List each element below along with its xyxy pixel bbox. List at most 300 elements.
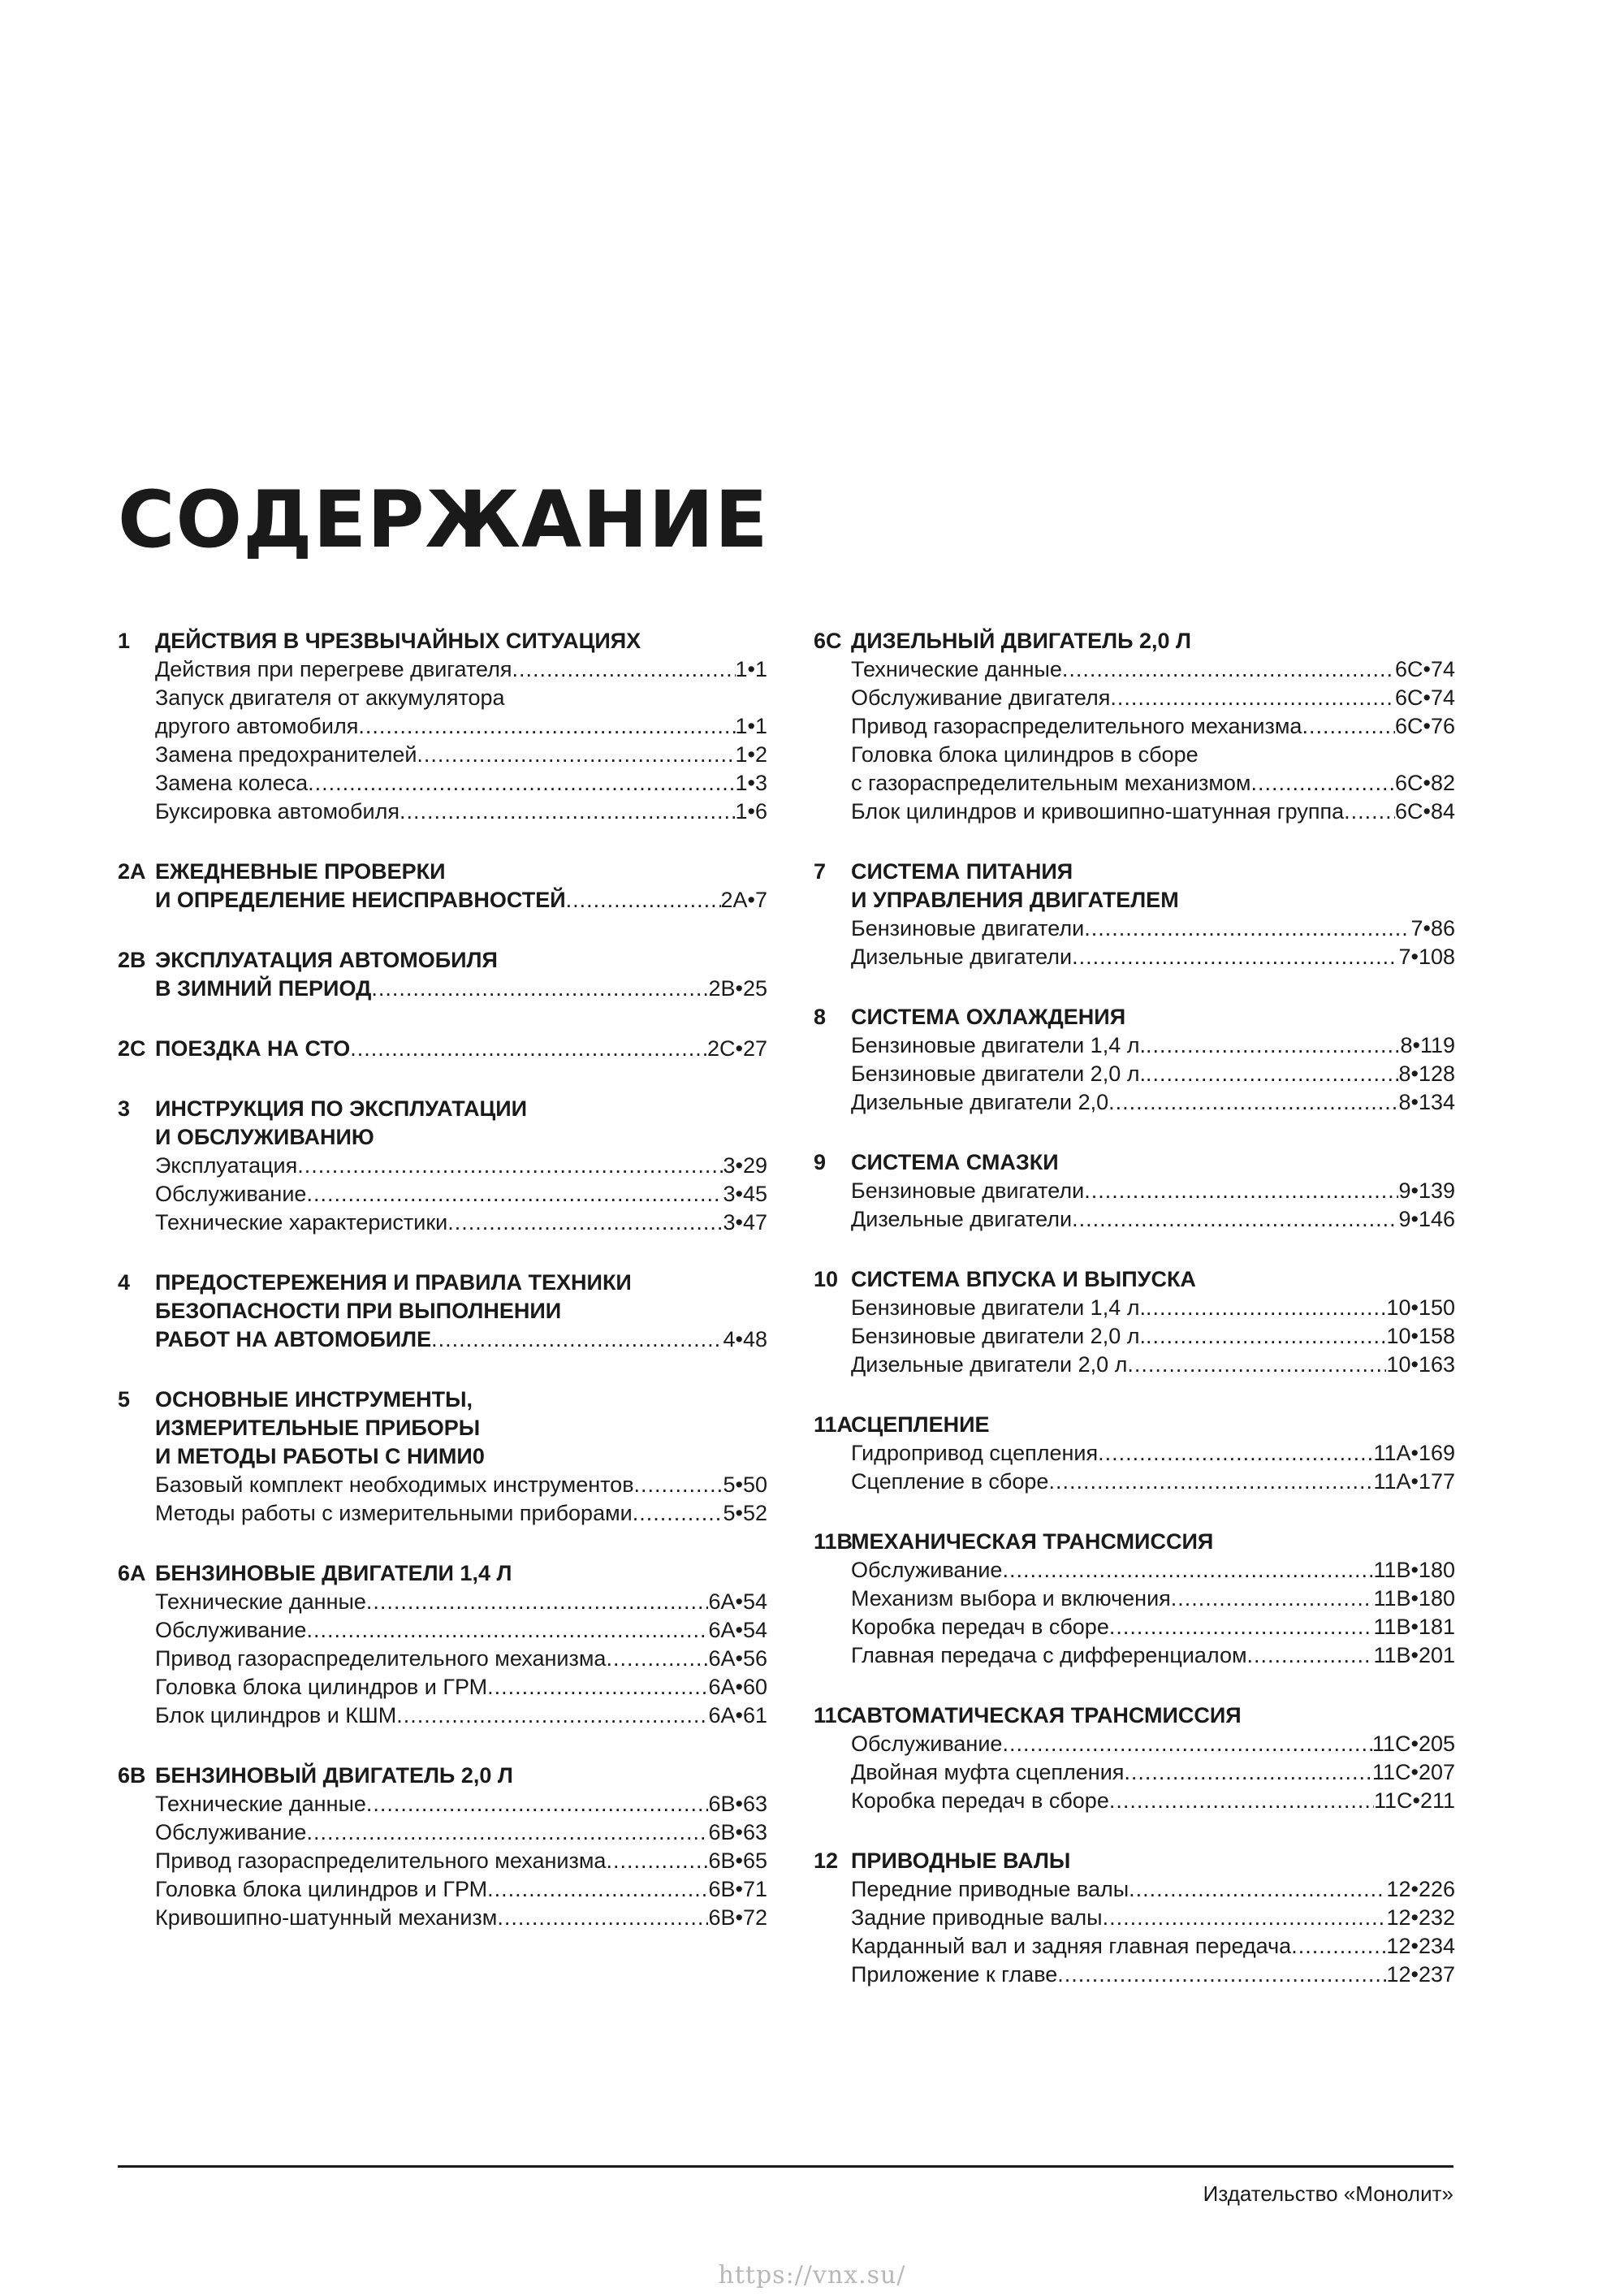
entry-label: Дизельные двигатели 2,0 л xyxy=(851,1352,1128,1377)
section-title-line: ЭКСПЛУАТАЦИЯ АВТОМОБИЛЯ xyxy=(155,948,498,972)
section-number: 6C xyxy=(814,629,842,653)
entry-label: Дизельные двигатели xyxy=(851,945,1073,969)
toc-entry xyxy=(155,769,767,798)
page-number: 3•29 xyxy=(723,1153,767,1178)
page-number: 4•48 xyxy=(723,1327,767,1351)
section-heading xyxy=(814,1148,1455,1177)
section-heading xyxy=(814,1701,1455,1730)
dot-leader xyxy=(1002,1730,1372,1758)
entry-label: Технические данные xyxy=(155,1792,366,1816)
section-title-line: И ОПРЕДЕЛЕНИЕ НЕИСПРАВНОСТЕЙ xyxy=(155,888,566,912)
section-title-line: БЕНЗИНОВЫЙ ДВИГАТЕЛЬ 2,0 Л xyxy=(155,1763,513,1788)
dot-leader xyxy=(1072,943,1398,971)
entry-label: Головка блока цилиндров и ГРМ xyxy=(155,1877,488,1901)
toc-entry xyxy=(851,1205,1455,1234)
toc-left-column xyxy=(118,627,767,1964)
section-title-line: ПРИВОДНЫЕ ВАЛЫ xyxy=(851,1848,1071,1873)
toc-entry xyxy=(851,1031,1455,1060)
entry-label: Бензиновые двигатели 2,0 л. xyxy=(851,1324,1146,1348)
dot-leader xyxy=(1048,1468,1373,1496)
page-number: 12•226 xyxy=(1386,1877,1455,1901)
toc-section xyxy=(118,1269,767,1354)
dot-leader xyxy=(1247,1641,1374,1670)
toc-section xyxy=(118,1559,767,1730)
toc-section xyxy=(814,858,1455,971)
entry-label: Кривошипно-шатунный механизм xyxy=(155,1905,498,1930)
dot-leader xyxy=(634,1471,723,1499)
page-number: 6B•72 xyxy=(708,1905,767,1930)
dot-leader xyxy=(431,1325,723,1354)
dot-leader xyxy=(400,798,736,826)
section-heading xyxy=(118,1269,767,1354)
page-number: 6B•63 xyxy=(708,1820,767,1844)
section-heading xyxy=(814,1528,1455,1556)
page-number: 12•234 xyxy=(1386,1934,1455,1958)
entry-label: Обслуживание xyxy=(851,1558,1003,1582)
section-heading xyxy=(814,1265,1455,1294)
toc-entry xyxy=(155,1180,767,1209)
dot-leader xyxy=(1110,684,1395,712)
dot-leader xyxy=(417,741,735,769)
section-heading xyxy=(118,1762,767,1790)
dot-leader xyxy=(1146,1294,1386,1322)
dot-leader xyxy=(1108,1088,1398,1117)
entry-label: Двойная муфта сцепления xyxy=(851,1760,1125,1784)
toc-section xyxy=(118,627,767,826)
page-number: 1•1 xyxy=(735,714,767,738)
toc-entry xyxy=(851,1875,1455,1904)
toc-entry xyxy=(155,1673,767,1701)
dot-leader xyxy=(366,1588,709,1616)
section-number: 2A xyxy=(118,859,146,884)
toc-entry xyxy=(155,1616,767,1645)
entry-label: Обслуживание xyxy=(155,1182,307,1206)
toc-entry xyxy=(851,943,1455,971)
page-number: 1•3 xyxy=(735,771,767,795)
page-number: 10•150 xyxy=(1386,1295,1455,1320)
page-number: 1•6 xyxy=(735,799,767,824)
section-title-line: СЦЕПЛЕНИЕ xyxy=(851,1412,990,1437)
toc-section xyxy=(814,1003,1455,1117)
entry-list xyxy=(118,1471,767,1528)
entry-label: Сцепление в сборе xyxy=(851,1469,1049,1494)
dot-leader xyxy=(1002,1556,1373,1585)
page-number: 6A•54 xyxy=(708,1618,767,1642)
toc-entry xyxy=(155,1152,767,1180)
page-number: 6A•54 xyxy=(708,1589,767,1614)
entry-label: Бензиновые двигатели 1,4 л. xyxy=(851,1295,1146,1320)
entry-label: Передние приводные валы xyxy=(851,1877,1129,1901)
entry-label: Головка блока цилиндров в сборе xyxy=(851,742,1199,767)
section-title-line: БЕНЗИНОВЫЕ ДВИГАТЕЛИ 1,4 Л xyxy=(155,1561,512,1585)
toc-entry xyxy=(155,1701,767,1730)
page-number: 7•108 xyxy=(1398,945,1455,969)
toc-entry xyxy=(851,1351,1455,1379)
section-title-line: СИСТЕМА ОХЛАЖДЕНИЯ xyxy=(851,1005,1126,1029)
page-number: 8•119 xyxy=(1400,1033,1455,1057)
page-number: 11A•169 xyxy=(1373,1441,1455,1465)
entry-label: Бензиновые двигатели 2,0 л. xyxy=(851,1062,1146,1086)
toc-entry xyxy=(851,1932,1455,1961)
entry-list xyxy=(814,1439,1455,1496)
toc-entry xyxy=(851,1060,1455,1088)
dot-leader xyxy=(566,886,721,915)
toc-entry xyxy=(851,1322,1455,1351)
entry-label: Эксплуатация xyxy=(155,1153,298,1178)
entry-label: Коробка передач в сборе xyxy=(851,1615,1109,1639)
toc-section xyxy=(118,1095,767,1237)
dot-leader xyxy=(1302,712,1395,741)
section-title-line: ИЗМЕРИТЕЛЬНЫЕ ПРИБОРЫ xyxy=(155,1416,481,1440)
section-number: 11B xyxy=(814,1529,853,1554)
section-title-line: ЕЖЕДНЕВНЫЕ ПРОВЕРКИ xyxy=(155,859,446,884)
dot-leader xyxy=(447,1209,723,1237)
toc-entry xyxy=(851,1904,1455,1932)
section-title-line: ПОЕЗДКА НА СТО xyxy=(155,1036,351,1061)
toc-entry xyxy=(851,1787,1455,1815)
section-title-line: АВТОМАТИЧЕСКАЯ ТРАНСМИССИЯ xyxy=(851,1703,1242,1727)
section-heading xyxy=(118,858,767,915)
entry-list xyxy=(118,655,767,826)
dot-leader xyxy=(487,1673,708,1701)
toc-entry xyxy=(155,1499,767,1528)
entry-label: с газораспределительным механизмом xyxy=(851,771,1251,795)
dot-leader xyxy=(1109,1787,1374,1815)
page-number: 6C•74 xyxy=(1395,657,1455,681)
entry-label: Технические данные xyxy=(155,1589,366,1614)
entry-label: Замена колеса xyxy=(155,771,309,795)
dot-leader xyxy=(1250,769,1395,798)
page-number: 11B•180 xyxy=(1373,1558,1455,1582)
section-number: 8 xyxy=(814,1005,827,1029)
dot-leader xyxy=(1127,1351,1386,1379)
page-number: 2C•27 xyxy=(707,1036,767,1061)
entry-label: Головка блока цилиндров и ГРМ xyxy=(155,1675,488,1699)
toc-entry xyxy=(851,1730,1455,1758)
dot-leader xyxy=(1084,915,1410,943)
section-title-line: СИСТЕМА ВПУСКА И ВЫПУСКА xyxy=(851,1267,1196,1291)
section-heading xyxy=(118,627,767,655)
page-number: 5•52 xyxy=(723,1501,767,1525)
dot-leader xyxy=(308,769,735,798)
dot-leader xyxy=(512,655,736,684)
dot-leader xyxy=(1098,1439,1373,1468)
entry-list xyxy=(814,915,1455,971)
dot-leader xyxy=(606,1645,708,1673)
entry-label: Дизельные двигатели 2,0 xyxy=(851,1090,1109,1114)
section-heading xyxy=(118,1035,767,1063)
toc-section xyxy=(814,1847,1455,1989)
toc-section xyxy=(814,1148,1455,1234)
entry-list xyxy=(814,1294,1455,1379)
toc-section xyxy=(118,1386,767,1528)
entry-list xyxy=(814,655,1455,826)
toc-entry xyxy=(155,741,767,769)
section-heading xyxy=(118,1095,767,1152)
dot-leader xyxy=(350,1035,707,1063)
entry-label: Действия при перегреве двигателя xyxy=(155,657,512,681)
entry-label: Замена предохранителей xyxy=(155,742,417,767)
entry-label: Механизм выбора и включения xyxy=(851,1586,1171,1611)
entry-label: Бензиновые двигатели xyxy=(851,916,1085,940)
dot-leader xyxy=(1103,1904,1387,1932)
entry-label: Гидропривод сцепления xyxy=(851,1441,1099,1465)
page-number: 2A•7 xyxy=(720,888,767,912)
dot-leader xyxy=(358,712,735,741)
section-number: 2B xyxy=(118,948,146,972)
toc-entry xyxy=(155,798,767,826)
toc-entry xyxy=(155,1790,767,1818)
dot-leader xyxy=(606,1847,708,1875)
toc-entry xyxy=(155,1209,767,1237)
section-heading xyxy=(118,1386,767,1471)
toc-section xyxy=(118,1035,767,1063)
section-title-line: ОСНОВНЫЕ ИНСТРУМЕНТЫ, xyxy=(155,1387,473,1412)
page-number: 11B•180 xyxy=(1373,1586,1455,1611)
section-heading xyxy=(814,1411,1455,1439)
page-number: 3•45 xyxy=(723,1182,767,1206)
entry-label: другого автомобиля xyxy=(155,714,359,738)
entry-label: Буксировка автомобиля xyxy=(155,799,400,824)
toc-entry xyxy=(155,1588,767,1616)
entry-label: Базовый комплект необходимых инструментов xyxy=(155,1472,634,1497)
dot-leader xyxy=(1062,655,1395,684)
dot-leader xyxy=(1291,1932,1386,1961)
toc-entry xyxy=(851,1088,1455,1117)
entry-label: Привод газораспределительного механизма xyxy=(851,714,1302,738)
toc-entry xyxy=(851,798,1455,826)
section-title-line: В ЗИМНИЙ ПЕРИОД xyxy=(155,976,372,1001)
entry-list xyxy=(814,1875,1455,1989)
dot-leader xyxy=(487,1875,708,1904)
footer-divider xyxy=(118,2165,1453,2168)
entry-label: Методы работы с измерительными приборами xyxy=(155,1501,633,1525)
entry-label: Привод газораспределительного механизма xyxy=(155,1646,607,1671)
entry-list xyxy=(118,1588,767,1730)
toc-entry xyxy=(851,1177,1455,1205)
dot-leader xyxy=(497,1904,708,1932)
page-number: 11B•201 xyxy=(1373,1643,1455,1667)
toc-entry xyxy=(851,1758,1455,1787)
page-number: 3•47 xyxy=(723,1210,767,1234)
page-number: 1•1 xyxy=(735,657,767,681)
section-title-line: ПРЕДОСТЕРЕЖЕНИЯ И ПРАВИЛА ТЕХНИКИ xyxy=(155,1270,632,1295)
toc-entry xyxy=(851,769,1455,798)
section-heading xyxy=(814,627,1455,655)
page-number: 6C•74 xyxy=(1395,685,1455,710)
section-number: 11C xyxy=(814,1703,853,1727)
toc-entry xyxy=(155,712,767,741)
toc-section xyxy=(814,1528,1455,1670)
page-number: 8•128 xyxy=(1398,1062,1455,1086)
section-number: 6B xyxy=(118,1763,146,1788)
entry-label: Технические характеристики xyxy=(155,1210,448,1234)
entry-label: Главная передача с дифференциалом xyxy=(851,1643,1247,1667)
section-heading xyxy=(118,1559,767,1588)
toc-entry xyxy=(155,1645,767,1673)
toc-section xyxy=(118,858,767,915)
page-number: 12•237 xyxy=(1386,1962,1455,1987)
entry-list xyxy=(118,1152,767,1237)
toc-entry xyxy=(155,655,767,684)
entry-label: Обслуживание xyxy=(155,1618,307,1642)
toc-section xyxy=(814,1701,1455,1815)
section-title-line: СИСТЕМА СМАЗКИ xyxy=(851,1150,1059,1174)
dot-leader xyxy=(1109,1613,1374,1641)
entry-label: Бензиновые двигатели 1,4 л. xyxy=(851,1033,1146,1057)
watermark-url: https://vnx.su/ xyxy=(718,2261,906,2290)
dot-leader xyxy=(1129,1875,1386,1904)
entry-list xyxy=(814,1556,1455,1670)
entry-label: Бензиновые двигатели xyxy=(851,1178,1085,1203)
entry-label: Обслуживание xyxy=(851,1732,1003,1756)
entry-label: Дизельные двигатели xyxy=(851,1207,1073,1231)
section-heading xyxy=(814,1003,1455,1031)
dot-leader xyxy=(633,1499,723,1528)
entry-label: Технические данные xyxy=(851,657,1062,681)
page-number: 11C•211 xyxy=(1373,1788,1455,1813)
page-title: СОДЕРЖАНИЕ xyxy=(118,474,769,565)
toc-section xyxy=(118,1762,767,1932)
toc-right-column xyxy=(814,627,1455,2021)
page-number: 11B•181 xyxy=(1373,1615,1455,1639)
section-heading xyxy=(118,946,767,1003)
section-number: 1 xyxy=(118,629,131,653)
toc-entry xyxy=(851,684,1455,712)
page-number: 6C•82 xyxy=(1395,771,1455,795)
toc-entry xyxy=(851,1641,1455,1670)
dot-leader xyxy=(306,1180,723,1209)
page-number: 10•163 xyxy=(1386,1352,1455,1377)
dot-leader xyxy=(371,975,708,1003)
page-number: 6A•56 xyxy=(708,1646,767,1671)
entry-label: Запуск двигателя от аккумулятора xyxy=(155,685,505,710)
toc-entry xyxy=(155,1875,767,1904)
dot-leader xyxy=(1344,798,1395,826)
toc-entry xyxy=(851,915,1455,943)
entry-label: Карданный вал и задняя главная передача xyxy=(851,1934,1292,1958)
section-title-line: И МЕТОДЫ РАБОТЫ С НИМИ0 xyxy=(155,1444,485,1468)
page-number: 6B•71 xyxy=(708,1877,767,1901)
entry-label: Обслуживание xyxy=(155,1820,307,1844)
dot-leader xyxy=(1057,1961,1386,1989)
entry-list xyxy=(814,1177,1455,1234)
page-number: 11C•207 xyxy=(1371,1760,1455,1784)
toc-entry xyxy=(155,1847,767,1875)
section-title-line: РАБОТ НА АВТОМОБИЛЕ xyxy=(155,1327,432,1351)
dot-leader xyxy=(1072,1205,1398,1234)
section-number: 2C xyxy=(118,1036,146,1061)
section-title-line: ДИЗЕЛЬНЫЙ ДВИГАТЕЛЬ 2,0 Л xyxy=(851,629,1191,653)
page-number: 8•134 xyxy=(1398,1090,1455,1114)
toc-entry xyxy=(155,684,767,712)
toc-entry xyxy=(851,1961,1455,1989)
section-title-line: И ОБСЛУЖИВАНИЮ xyxy=(155,1125,374,1149)
toc-entry xyxy=(155,1471,767,1499)
section-title-line: ИНСТРУКЦИЯ ПО ЭКСПЛУАТАЦИИ xyxy=(155,1096,528,1121)
dot-leader xyxy=(306,1818,708,1847)
section-title-line: ДЕЙСТВИЯ В ЧРЕЗВЫЧАЙНЫХ СИТУАЦИЯХ xyxy=(155,629,641,653)
toc-entry xyxy=(851,1556,1455,1585)
toc-section xyxy=(118,946,767,1003)
page-number: 11C•205 xyxy=(1371,1732,1455,1756)
dot-leader xyxy=(306,1616,708,1645)
dot-leader xyxy=(1124,1758,1372,1787)
section-title-line: И УПРАВЛЕНИЯ ДВИГАТЕЛЕМ xyxy=(851,888,1179,912)
toc-entry xyxy=(851,1294,1455,1322)
publisher-name: Издательство «Монолит» xyxy=(1203,2181,1453,2206)
toc-entry xyxy=(851,741,1455,769)
dot-leader xyxy=(366,1790,709,1818)
section-number: 6A xyxy=(118,1561,146,1585)
toc-entry xyxy=(851,712,1455,741)
toc-section xyxy=(814,627,1455,826)
toc-section xyxy=(814,1265,1455,1379)
entry-label: Задние приводные валы xyxy=(851,1905,1103,1930)
page-number: 6A•61 xyxy=(708,1703,767,1727)
entry-label: Привод газораспределительного механизма xyxy=(155,1848,607,1873)
page-number: 2B•25 xyxy=(708,976,767,1001)
entry-list xyxy=(814,1031,1455,1117)
toc-entry xyxy=(851,1613,1455,1641)
toc-entry xyxy=(851,1585,1455,1613)
section-number: 9 xyxy=(814,1150,827,1174)
section-heading xyxy=(814,858,1455,915)
page-number: 6C•84 xyxy=(1395,799,1455,824)
page-number: 6B•63 xyxy=(708,1792,767,1816)
entry-list xyxy=(118,1790,767,1932)
entry-label: Обслуживание двигателя xyxy=(851,685,1111,710)
entry-label: Приложение к главе xyxy=(851,1962,1058,1987)
toc-entry xyxy=(155,1818,767,1847)
section-title-line: МЕХАНИЧЕСКАЯ ТРАНСМИССИЯ xyxy=(851,1529,1214,1554)
section-number: 11A xyxy=(814,1412,853,1437)
section-number: 12 xyxy=(814,1848,839,1873)
section-number: 4 xyxy=(118,1270,131,1295)
section-number: 3 xyxy=(118,1096,131,1121)
dot-leader xyxy=(1146,1322,1386,1351)
page-number: 5•50 xyxy=(723,1472,767,1497)
dot-leader xyxy=(1171,1585,1374,1613)
toc-section xyxy=(814,1411,1455,1496)
section-heading xyxy=(814,1847,1455,1875)
page-number: 7•86 xyxy=(1410,916,1455,940)
page-number: 9•146 xyxy=(1398,1207,1455,1231)
page-number: 6A•60 xyxy=(708,1675,767,1699)
page-number: 12•232 xyxy=(1386,1905,1455,1930)
toc-entry xyxy=(155,1904,767,1932)
page-number: 1•2 xyxy=(735,742,767,767)
dot-leader xyxy=(297,1152,723,1180)
section-title-line: БЕЗОПАСНОСТИ ПРИ ВЫПОЛНЕНИИ xyxy=(155,1299,562,1323)
section-number: 7 xyxy=(814,859,827,884)
dot-leader xyxy=(1084,1177,1398,1205)
section-number: 10 xyxy=(814,1267,839,1291)
section-title-line: СИСТЕМА ПИТАНИЯ xyxy=(851,859,1073,884)
toc-entry xyxy=(851,1468,1455,1496)
toc-entry xyxy=(851,1439,1455,1468)
section-number: 5 xyxy=(118,1387,131,1412)
entry-label: Коробка передач в сборе xyxy=(851,1788,1109,1813)
entry-list xyxy=(814,1730,1455,1815)
page-number: 6B•65 xyxy=(708,1848,767,1873)
dot-leader xyxy=(396,1701,708,1730)
toc-entry xyxy=(851,655,1455,684)
page-number: 6C•76 xyxy=(1395,714,1455,738)
dot-leader xyxy=(1146,1060,1398,1088)
entry-label: Блок цилиндров и КШМ xyxy=(155,1703,397,1727)
page-number: 10•158 xyxy=(1386,1324,1455,1348)
